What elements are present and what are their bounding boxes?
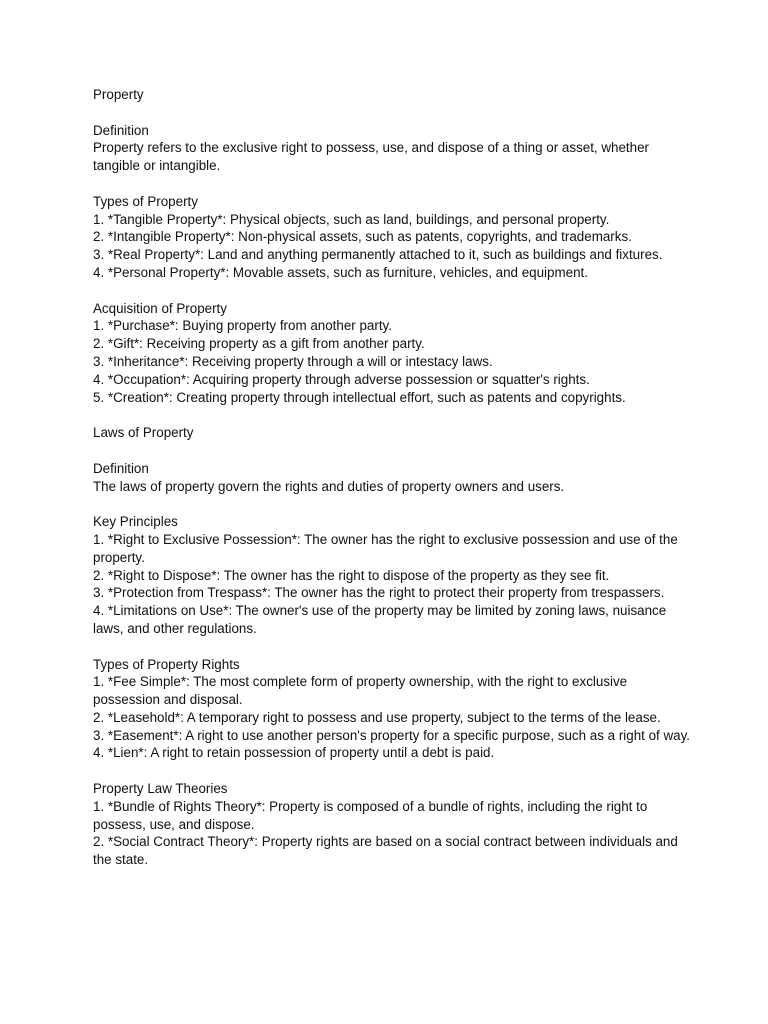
- spacer: [93, 442, 693, 460]
- list-item: 1. *Bundle of Rights Theory*: Property is composed of a bundle of rights, including the right to possess, use, and dispose.: [93, 798, 648, 832]
- list-item: 4. *Lien*: A right to retain possession of property until a debt is paid.: [93, 745, 495, 761]
- list-item: 2. *Leasehold*: A temporary right to possess and use property, subject to the terms of the lease.: [93, 709, 661, 725]
- section-heading-types-of-property: Types of Property: [93, 193, 198, 209]
- spacer: [93, 104, 693, 122]
- section-heading-definition: Definition: [93, 460, 149, 476]
- spacer: [93, 638, 693, 656]
- list-item: 3. *Inheritance*: Receiving property through a will or intestacy laws.: [93, 353, 493, 369]
- list-item: 2. *Gift*: Receiving property as a gift from another party.: [93, 336, 425, 352]
- definition-text: Property refers to the exclusive right to possess, use, and dispose of a thing or asset, whether tangible or intangible.: [93, 140, 650, 174]
- definition-text: The laws of property govern the rights and duties of property owners and users.: [93, 478, 565, 494]
- list-item: 2. *Right to Dispose*: The owner has the right to dispose of the property as they see fit.: [93, 567, 610, 583]
- list-item: 4. *Personal Property*: Movable assets, such as furniture, vehicles, and equipment.: [93, 264, 588, 280]
- list-item: 3. *Protection from Trespass*: The owner has the right to protect their property from trespassers.: [93, 585, 665, 601]
- document-subtitle-laws: Laws of Property: [93, 425, 194, 441]
- list-item: 4. *Limitations on Use*: The owner's use of the property may be limited by zoning laws, nuisance laws, and other regulations.: [93, 603, 667, 636]
- spacer: [93, 282, 693, 300]
- document-page: [93, 86, 693, 869]
- spacer: [93, 762, 693, 780]
- list-item: 1. *Purchase*: Buying property from another party.: [93, 318, 392, 334]
- section-heading-acquisition: Acquisition of Property: [93, 300, 227, 316]
- list-item: 1. *Tangible Property*: Physical objects, such as land, buildings, and personal property.: [93, 211, 610, 227]
- list-item: 1. *Right to Exclusive Possession*: The owner has the right to exclusive possession and use of the property.: [93, 531, 678, 565]
- section-heading-theories: Property Law Theories: [93, 781, 228, 797]
- section-heading-key-principles: Key Principles: [93, 514, 178, 530]
- section-heading-property-rights: Types of Property Rights: [93, 656, 240, 672]
- list-item: 2. *Social Contract Theory*: Property rights are based on a social contract between individuals and the state.: [93, 834, 678, 868]
- document-title: Property: [93, 87, 144, 102]
- spacer: [93, 495, 693, 513]
- list-item: 2. *Intangible Property*: Non-physical assets, such as patents, copyrights, and trademarks.: [93, 229, 632, 245]
- spacer: [93, 175, 693, 193]
- section-heading-definition: Definition: [93, 122, 149, 138]
- spacer: [93, 406, 693, 424]
- list-item: 5. *Creation*: Creating property through intellectual effort, such as patents and copyrights.: [93, 389, 626, 405]
- list-item: 3. *Easement*: A right to use another person's property for a specific purpose, such as a right of way.: [93, 727, 691, 743]
- list-item: 3. *Real Property*: Land and anything permanently attached to it, such as buildings and fixtures.: [93, 247, 663, 263]
- list-item: 1. *Fee Simple*: The most complete form of property ownership, with the right to exclusive possession and disposal.: [93, 674, 628, 708]
- list-item: 4. *Occupation*: Acquiring property through adverse possession or squatter's rights.: [93, 371, 590, 387]
